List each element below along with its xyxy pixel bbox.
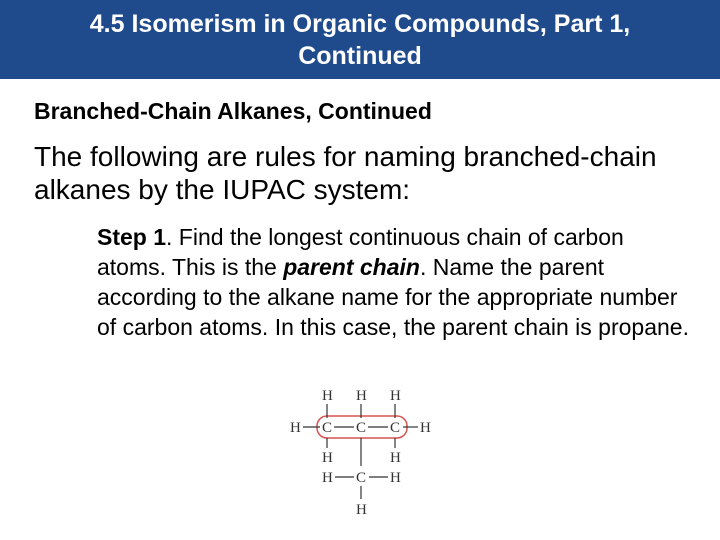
hydrogen-atom: H	[390, 388, 401, 404]
hydrogen-atom: H	[322, 450, 333, 466]
slide-subtitle: Branched-Chain Alkanes, Continued	[34, 98, 432, 124]
hydrogen-atom: H	[390, 470, 401, 486]
intro-text: The following are rules for naming branched-chain alkanes by the IUPAC system:	[34, 141, 657, 205]
hydrogen-atom: H	[322, 470, 333, 486]
carbon-atom: C	[390, 420, 401, 436]
hydrogen-atom: H	[322, 388, 333, 404]
hydrogen-atom: H	[356, 502, 367, 518]
step-1-paragraph	[97, 222, 697, 342]
slide-title	[0, 0, 720, 79]
structural-formula	[286, 384, 436, 520]
slide-title-line-1: 4.5 Isomerism in Organic Compounds, Part 1,	[89, 10, 631, 38]
structural-formula-svg	[286, 384, 436, 520]
hydrogen-atom: H	[420, 420, 431, 436]
step-text-b: . Name the parent according to the alkane name for the appropriate number of carbon atoms. In this case, the parent chain is propane.	[97, 254, 689, 340]
carbon-atom: C	[356, 420, 367, 436]
hydrogen-atom: H	[356, 388, 367, 404]
parent-chain-term: parent chain	[283, 254, 420, 280]
step-label: Step 1	[97, 224, 167, 250]
slide-title-line-2: Continued	[298, 42, 422, 70]
carbon-atom: C	[322, 420, 333, 436]
hydrogen-atom: H	[290, 420, 301, 436]
carbon-atom: C	[356, 470, 367, 486]
step-text-a: . Find the longest continuous chain of carbon atoms. This is the	[97, 224, 624, 280]
hydrogen-atom: H	[390, 450, 401, 466]
